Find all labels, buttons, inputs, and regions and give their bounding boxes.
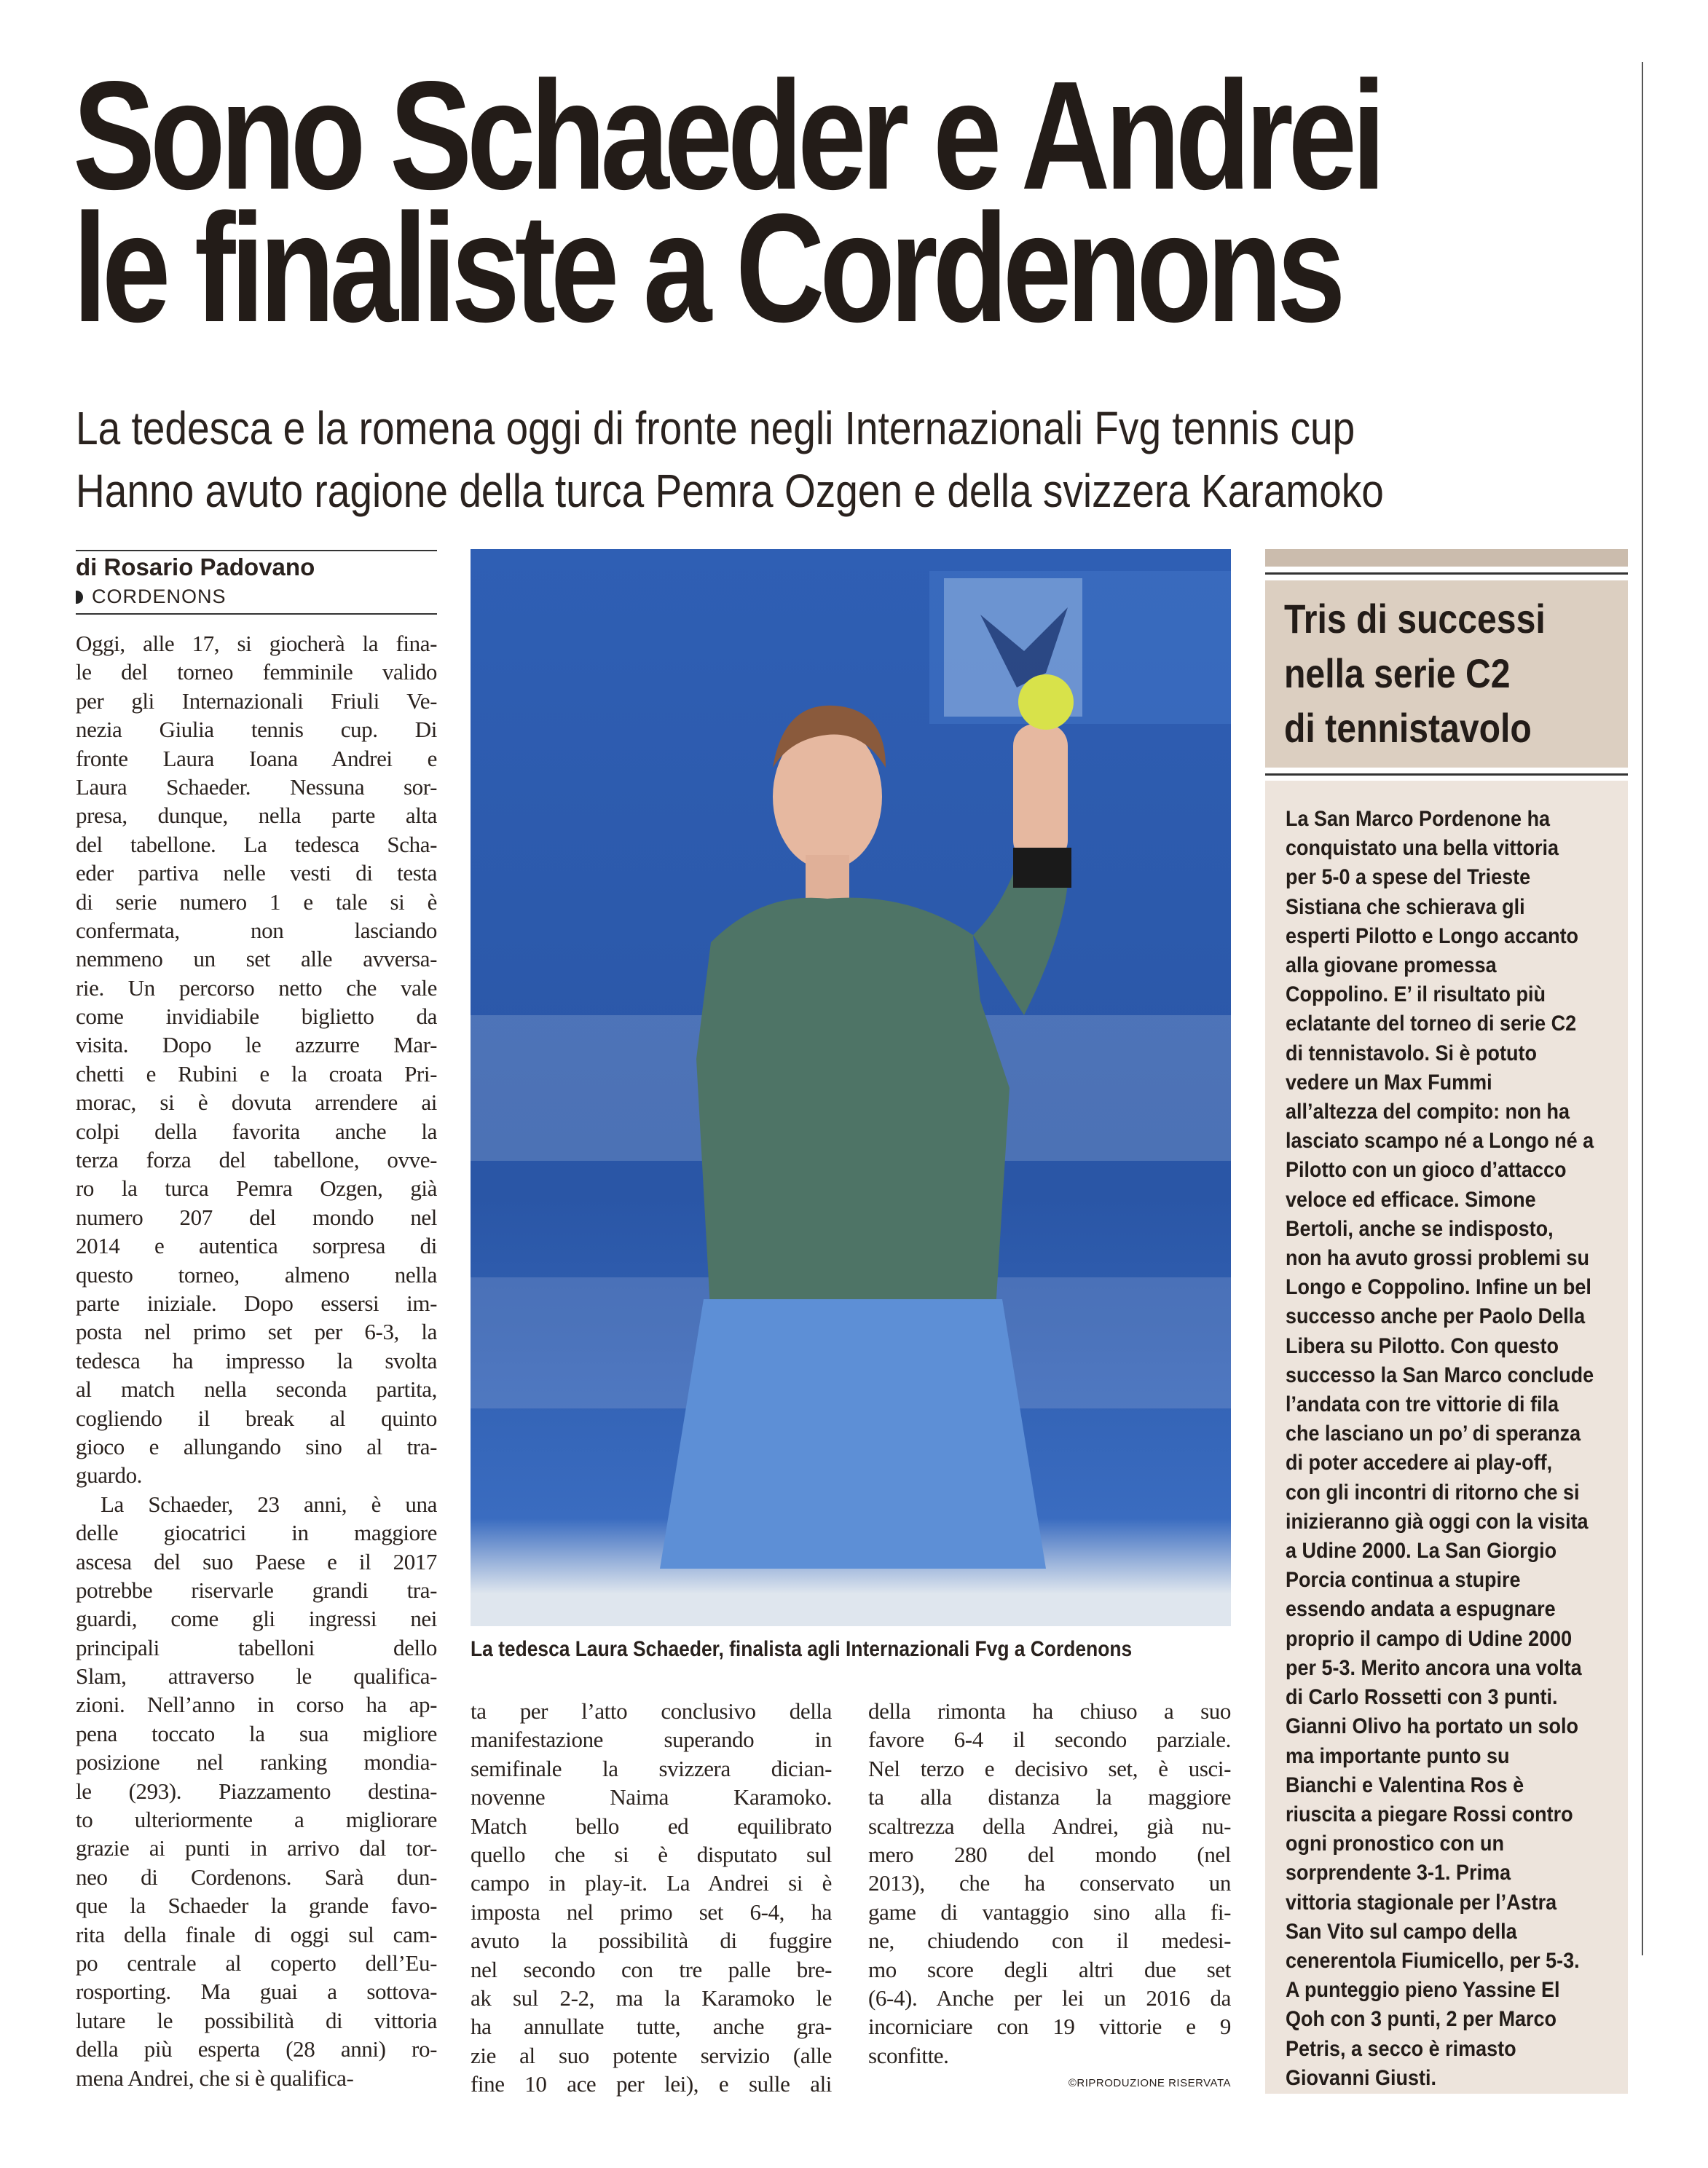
text-line: Slam, attraverso le qualifica- xyxy=(76,1663,437,1690)
text-line: mero 280 del mondo (nel xyxy=(868,1841,1231,1867)
text-line: del tabellone. La tedesca Scha- xyxy=(76,831,437,857)
article-column-2 xyxy=(471,1697,832,2098)
text-line: zie al suo potente servizio (alle xyxy=(471,2042,832,2068)
text-line: di Carlo Rossetti con 3 punti. xyxy=(1286,1685,1558,1710)
subtitle-line-2: Hanno avuto ragione della turca Pemra Ozgen e della svizzera Karamoko xyxy=(76,465,1384,517)
text-line: Nel terzo e decisivo set, è usci- xyxy=(868,1755,1231,1781)
text-line: terza forza del tabellone, ovve- xyxy=(76,1147,437,1173)
text-line: Sistiana che schierava gli xyxy=(1286,894,1525,919)
text-line: delle giocatrici in maggiore xyxy=(76,1520,437,1546)
article-column-1 xyxy=(76,629,437,2092)
photo-tennis-player xyxy=(471,549,1231,1626)
text-line: inizieranno già oggi con la visita xyxy=(1286,1509,1589,1534)
text-line: chetti e Rubini e la croata Pri- xyxy=(76,1060,437,1087)
text-line: campo in play-it. La Andrei si è xyxy=(471,1870,832,1896)
text-line: parte iniziale. Dopo essersi im- xyxy=(76,1290,437,1316)
copyright-notice: ©RIPRODUZIONE RISERVATA xyxy=(1068,2077,1231,2089)
text-line: neo di Cordenons. Sarà dun- xyxy=(76,1864,437,1890)
text-line: Bertoli, anche se indisposto, xyxy=(1286,1216,1554,1241)
text-line: ak sul 2-2, ma la Karamoko le xyxy=(471,1984,832,2011)
text-line: di tennistavolo xyxy=(1284,705,1532,751)
text-line: Oggi, alle 17, si giocherà la fina- xyxy=(76,631,437,656)
text-line: di serie numero 1 e tale si è xyxy=(76,888,437,915)
text-line: nezia Giulia tennis cup. Di xyxy=(76,717,437,743)
text-line: grazie ai punti in arrivo dal tor- xyxy=(76,1835,437,1861)
text-line: ascesa del suo Paese e il 2017 xyxy=(76,1548,437,1574)
text-line: colpi della favorita anche la xyxy=(76,1118,437,1144)
subtitle xyxy=(76,397,1384,522)
text-line: lutare le possibilità di vittoria xyxy=(76,2007,437,2033)
text-line: favore 6-4 il secondo parziale. xyxy=(868,1727,1231,1753)
text-line: posta nel primo set per 6-3, la xyxy=(76,1319,437,1345)
text-line: non ha avuto grossi problemi su xyxy=(1286,1246,1590,1271)
text-line: novenne Naima Karamoko. xyxy=(471,1784,832,1810)
text-line: guardo. xyxy=(76,1462,143,1489)
text-line: manifestazione superando in xyxy=(471,1727,832,1753)
byline-rule-top xyxy=(76,550,437,551)
text-line: posizione nel ranking mondia- xyxy=(76,1749,437,1775)
text-line: nella serie C2 xyxy=(1284,650,1511,696)
headline-line-2: le finaliste a Cordenons xyxy=(73,181,1341,354)
text-line: Libera su Pilotto. Con questo xyxy=(1286,1333,1559,1358)
text-line: game di vantaggio sino alla fi- xyxy=(868,1899,1231,1925)
text-line: riuscita a piegare Rossi contro xyxy=(1286,1802,1573,1826)
text-line: fronte Laura Ioana Andrei e xyxy=(76,745,437,771)
dateline-location: CORDENONS xyxy=(92,586,227,607)
text-line: mo score degli altri due set xyxy=(868,1956,1231,1982)
text-line: della più esperta (28 anni) ro- xyxy=(76,2036,437,2062)
text-line: come invidiabile biglietto da xyxy=(76,1004,437,1030)
text-line: cenerentola Fiumicello, per 5-3. xyxy=(1286,1948,1580,1973)
text-line: per gli Internazionali Friuli Ve- xyxy=(76,687,437,714)
text-line: eder partiva nelle vesti di testa xyxy=(76,860,437,886)
text-line: al match nella seconda partita, xyxy=(76,1376,437,1403)
text-line: presa, dunque, nella parte alta xyxy=(76,803,437,829)
text-line: ne, chiudendo con il medesi- xyxy=(868,1928,1231,1954)
text-line: confermata, non lasciando xyxy=(76,917,437,943)
text-line: di tennistavolo. Si è potuto xyxy=(1286,1041,1538,1065)
headline xyxy=(73,49,1381,354)
text-line: essendo andata a espugnare xyxy=(1286,1597,1556,1622)
byline-rule-bottom xyxy=(76,613,437,615)
sidebar-top-bar xyxy=(1265,549,1628,567)
text-line: Longo e Coppolino. Infine un bel xyxy=(1286,1275,1591,1300)
text-line: della rimonta ha chiuso a suo xyxy=(868,1698,1231,1724)
text-line: Qoh con 3 punti, 2 per Marco xyxy=(1286,2007,1557,2032)
text-line: La San Marco Pordenone ha xyxy=(1286,807,1551,831)
text-line: ogni pronostico con un xyxy=(1286,1832,1504,1856)
text-line: ha annullate tutte, anche gra- xyxy=(471,2014,832,2040)
text-line: sorprendente 3-1. Prima xyxy=(1286,1861,1511,1885)
text-line: rie. Un percorso netto che vale xyxy=(76,974,437,1001)
text-line: veloce ed efficace. Simone xyxy=(1286,1187,1536,1212)
text-line: cogliendo il break al quinto xyxy=(76,1405,437,1431)
text-line: eclatante del torneo di serie C2 xyxy=(1286,1012,1577,1036)
text-line: incorniciare con 19 vittorie e 9 xyxy=(868,2014,1231,2040)
column-divider xyxy=(1642,62,1643,1955)
headline-line-1: Sono Schaeder e Andrei xyxy=(73,49,1381,221)
text-line: a Udine 2000. La San Giorgio xyxy=(1286,1539,1557,1564)
text-line: imposta nel primo set 6-4, ha xyxy=(471,1899,832,1925)
text-line: scaltrezza della Andrei, già nu- xyxy=(868,1813,1231,1839)
text-line: numero 207 del mondo nel xyxy=(76,1204,437,1230)
text-line: sconfitte. xyxy=(868,2042,949,2068)
text-line: rita della finale di oggi sul cam- xyxy=(76,1921,437,1947)
text-line: lasciato scampo né a Longo né a xyxy=(1286,1129,1594,1154)
text-line: San Vito sul campo della xyxy=(1286,1919,1517,1944)
text-line: que la Schaeder la grande favo- xyxy=(76,1893,437,1919)
text-line: nemmeno un set alle avversa- xyxy=(76,946,437,972)
author-byline: di Rosario Padovano xyxy=(76,553,315,580)
sidebar-body xyxy=(1286,805,1594,2093)
text-line: guardi, come gli ingressi nei xyxy=(76,1606,437,1632)
photo-caption: La tedesca Laura Schaeder, finalista agli Internazionali Fvg a Cordenons xyxy=(471,1637,1133,1661)
text-line: morac, si è dovuta arrendere ai xyxy=(76,1089,437,1116)
sidebar-rule xyxy=(1265,773,1628,776)
text-line: A punteggio pieno Yassine El xyxy=(1286,1978,1560,2003)
text-line: tedesca ha impresso la svolta xyxy=(76,1347,437,1373)
text-line: mena Andrei, che si è qualifica- xyxy=(76,2065,354,2091)
text-line: le (293). Piazzamento destina- xyxy=(76,1778,437,1804)
text-line: questo torneo, almeno nella xyxy=(76,1261,437,1288)
text-line: principali tabelloni dello xyxy=(76,1634,437,1660)
text-line: ta alla distanza la maggiore xyxy=(868,1784,1231,1810)
text-line: (6-4). Anche per lei un 2016 da xyxy=(868,1984,1231,2011)
text-line: zioni. Nell’anno in corso ha ap- xyxy=(76,1692,437,1718)
text-line: vedere un Max Fummi xyxy=(1286,1070,1492,1095)
text-line: semifinale la svizzera dician- xyxy=(471,1755,832,1781)
text-line: le del torneo femminile valido xyxy=(76,659,437,685)
text-line: Coppolino. E’ il risultato più xyxy=(1286,982,1546,1007)
text-line: l’andata con tre vittorie di fila xyxy=(1286,1392,1559,1417)
text-line: pena toccato la sua migliore xyxy=(76,1720,437,1746)
text-line: nel secondo con tre palle bre- xyxy=(471,1956,832,1982)
text-line: Bianchi e Valentina Ros è xyxy=(1286,1773,1524,1797)
text-line: La Schaeder, 23 anni, è una xyxy=(101,1491,437,1517)
text-line: con gli incontri di ritorno che si xyxy=(1286,1480,1580,1505)
text-line: per 5-3. Merito ancora una volta xyxy=(1286,1655,1582,1680)
text-line: di poter accedere ai play-off, xyxy=(1286,1451,1553,1475)
text-line: Gianni Olivo ha portato un solo xyxy=(1286,1714,1579,1739)
text-line: Petris, a secco è rimasto xyxy=(1286,2036,1516,2061)
text-line: proprio il campo di Udine 2000 xyxy=(1286,1626,1573,1651)
text-line: per 5-0 a spese del Trieste xyxy=(1286,865,1531,890)
text-line: successo anche per Paolo Della xyxy=(1286,1304,1586,1329)
sidebar-title xyxy=(1284,591,1546,755)
dateline-marker-icon xyxy=(76,591,83,604)
text-line: avuto la possibilità di fuggire xyxy=(471,1928,832,1954)
text-line: alla giovane promessa xyxy=(1286,953,1497,978)
text-line: ro la turca Pemra Ozgen, già xyxy=(76,1175,437,1202)
text-line: potrebbe riservarle grandi tra- xyxy=(76,1577,437,1603)
article-photo xyxy=(471,549,1231,1626)
text-line: esperti Pilotto e Longo accanto xyxy=(1286,923,1579,948)
text-line: conquistato una bella vittoria xyxy=(1286,836,1559,861)
text-line: ta per l’atto conclusivo della xyxy=(471,1698,832,1724)
text-line: to ulteriormente a migliorare xyxy=(76,1807,437,1833)
text-line: Tris di successi xyxy=(1284,596,1546,642)
text-line: quello che si è disputato sul xyxy=(471,1841,832,1867)
text-line: rosporting. Ma guai a sottova- xyxy=(76,1979,437,2005)
text-line: Laura Schaeder. Nessuna sor- xyxy=(76,773,437,800)
text-line: po centrale al coperto dell’Eu- xyxy=(76,1950,437,1976)
text-line: 2014 e autentica sorpresa di xyxy=(76,1233,437,1259)
text-line: Match bello ed equilibrato xyxy=(471,1813,832,1839)
text-line: gioco e allungando sino al tra- xyxy=(76,1433,437,1459)
text-line: successo la San Marco conclude xyxy=(1286,1363,1594,1387)
text-line: visita. Dopo le azzurre Mar- xyxy=(76,1032,437,1058)
text-line: Pilotto con un gioco d’attacco xyxy=(1286,1158,1567,1183)
article-column-3 xyxy=(868,1697,1231,2070)
text-line: che lasciano un po’ di speranza xyxy=(1286,1422,1581,1446)
dateline xyxy=(76,586,227,608)
text-line: vittoria stagionale per l’Astra xyxy=(1286,1890,1557,1915)
subtitle-line-1: La tedesca e la romena oggi di fronte negli Internazionali Fvg tennis cup xyxy=(76,402,1355,454)
text-line: all’altezza del compito: non ha xyxy=(1286,1100,1570,1124)
sidebar-rule xyxy=(1265,572,1628,575)
text-line: Porcia continua a stupire xyxy=(1286,1568,1521,1593)
text-line: Giovanni Giusti. xyxy=(1286,2065,1437,2090)
text-line: fine 10 ace per lei), e sulle ali xyxy=(471,2071,832,2097)
text-line: ma importante punto su xyxy=(1286,1743,1510,1768)
text-line: 2013), che ha conservato un xyxy=(868,1870,1231,1896)
